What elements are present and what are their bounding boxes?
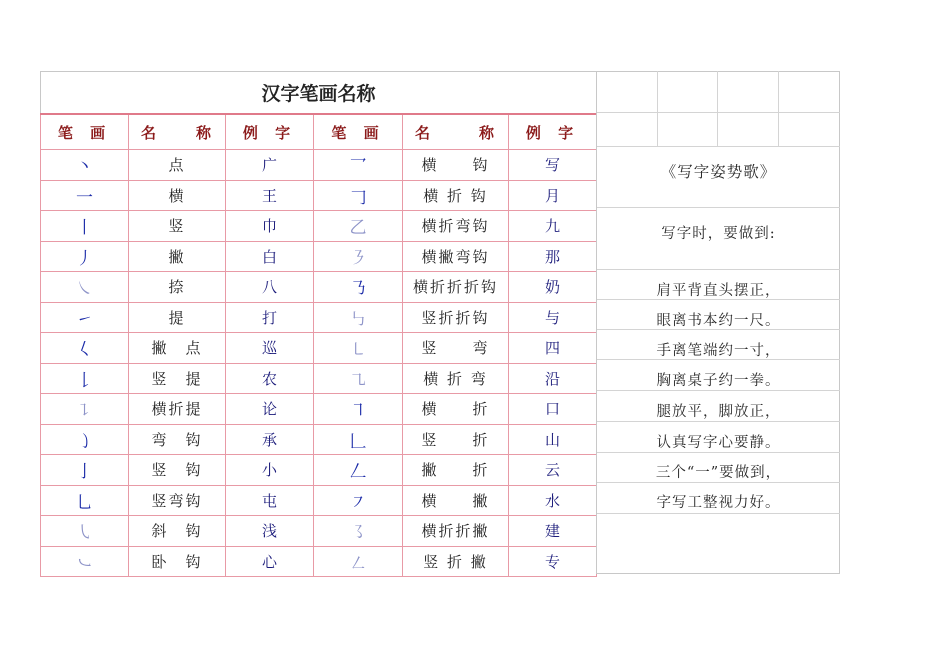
stroke-glyph: ㇃ (41, 546, 129, 577)
poem-line: 胸离桌子约一拳。 (656, 373, 781, 389)
stroke-glyph: 亅 (41, 455, 129, 486)
example-char: 白 (226, 241, 314, 272)
stroke-glyph: ㇏ (41, 272, 129, 303)
example-char: 四 (509, 333, 597, 364)
stroke-glyph: 乛 (314, 150, 403, 181)
example-char: 小 (226, 455, 314, 486)
stroke-glyph: 乚 (41, 485, 129, 516)
table-title: 汉字笔画名称 (41, 72, 597, 115)
stroke-glyph: 一 (41, 180, 129, 211)
table-row (41, 363, 597, 394)
grid-line (717, 71, 718, 146)
stroke-glyph: ㇊ (41, 394, 129, 425)
stroke-name: 撇 点 (129, 333, 226, 364)
table-row (41, 211, 597, 242)
stroke-glyph: 𠃊 (314, 424, 403, 455)
grid-line (657, 71, 658, 146)
grid-line (597, 269, 840, 270)
stroke-sheet (40, 71, 839, 574)
stroke-glyph: ㇉ (314, 302, 403, 333)
example-char: 王 (226, 180, 314, 211)
example-char: 心 (226, 546, 314, 577)
stroke-glyph: 𡿨 (41, 333, 129, 364)
stroke-glyph: 丶 (41, 150, 129, 181)
stroke-name: 竖折折钩 (403, 302, 509, 333)
stroke-name: 竖 折 撇 (403, 546, 509, 577)
header-name-2 (403, 114, 509, 150)
table-row (41, 272, 597, 303)
stroke-name: 捺 (129, 272, 226, 303)
poem-line: 腿放平，脚放正， (656, 404, 781, 420)
example-char: 巾 (226, 211, 314, 242)
poem-line: 肩平背直头摆正， (656, 283, 781, 299)
stroke-glyph: ㇌ (314, 516, 403, 547)
header-name-left: 名 (141, 123, 157, 142)
stroke-name: 撇 折 (403, 455, 509, 486)
stroke-name: 横 撇 (403, 485, 509, 516)
stroke-glyph: ㇕ (314, 394, 403, 425)
header-name (129, 114, 226, 150)
stroke-glyph: ㇡ (314, 272, 403, 303)
example-char: 写 (509, 150, 597, 181)
example-char: 建 (509, 516, 597, 547)
grid-line (597, 421, 840, 422)
table-row (41, 241, 597, 272)
example-char: 沿 (509, 363, 597, 394)
poem-line: 字写工整视力好。 (656, 495, 781, 511)
stroke-name: 竖 弯 (403, 333, 509, 364)
stroke-name: 横 (129, 180, 226, 211)
table-row (41, 485, 597, 516)
header-stroke-2: 笔 画 (314, 114, 403, 150)
grid-line (597, 146, 840, 147)
stroke-glyph: 𠃌 (314, 180, 403, 211)
example-char: 口 (509, 394, 597, 425)
example-char: 农 (226, 363, 314, 394)
stroke-name: 横折折折钩 (403, 272, 509, 303)
example-char: 承 (226, 424, 314, 455)
example-char: 与 (509, 302, 597, 333)
example-char: 九 (509, 211, 597, 242)
stroke-name: 弯 钩 (129, 424, 226, 455)
table-row (41, 516, 597, 547)
header-name-left-2: 名 (415, 123, 431, 142)
header-name-right: 称 (195, 123, 211, 142)
stroke-name: 横 折 (403, 394, 509, 425)
stroke-name: 横 折 弯 (403, 363, 509, 394)
header-example-2: 例 字 (509, 114, 597, 150)
stroke-glyph: ㇁ (41, 424, 129, 455)
example-char: 浅 (226, 516, 314, 547)
stroke-glyph: ㇈ (314, 363, 403, 394)
grid-line (597, 482, 840, 483)
stroke-name: 横折弯钩 (403, 211, 509, 242)
stroke-name: 横撇弯钩 (403, 241, 509, 272)
stroke-name: 竖 折 (403, 424, 509, 455)
stroke-name: 横 钩 (403, 150, 509, 181)
table-row (41, 302, 597, 333)
stroke-glyph: 𠄌 (41, 363, 129, 394)
stroke-glyph: ㇂ (41, 516, 129, 547)
stroke-glyph: ㇇ (314, 485, 403, 516)
example-char: 月 (509, 180, 597, 211)
example-char: 专 (509, 546, 597, 577)
example-char: 云 (509, 455, 597, 486)
poem-line: 三个“一”要做到， (655, 465, 782, 481)
stroke-name: 撇 (129, 241, 226, 272)
stroke-name: 竖 提 (129, 363, 226, 394)
table-row (41, 546, 597, 577)
poem-intro: 写字时，要做到: (661, 226, 776, 242)
example-char: 水 (509, 485, 597, 516)
table-row (41, 455, 597, 486)
poem-panel (596, 71, 840, 574)
example-char: 山 (509, 424, 597, 455)
stroke-names-table (40, 71, 597, 577)
grid-line (597, 390, 840, 391)
stroke-name: 竖弯钩 (129, 485, 226, 516)
grid-line (597, 452, 840, 453)
table-row (41, 150, 597, 181)
table-row (41, 333, 597, 364)
table-row (41, 180, 597, 211)
grid-line (597, 112, 840, 113)
table-row (41, 424, 597, 455)
stroke-glyph: ㇋ (314, 241, 403, 272)
example-char: 打 (226, 302, 314, 333)
example-char: 巡 (226, 333, 314, 364)
stroke-name: 竖 (129, 211, 226, 242)
poem-title: 《写字姿势歌》 (660, 163, 777, 181)
grid-line (597, 513, 840, 514)
stroke-glyph: 丨 (41, 211, 129, 242)
stroke-glyph: ㇄ (314, 333, 403, 364)
example-char: 奶 (509, 272, 597, 303)
example-char: 八 (226, 272, 314, 303)
stroke-name: 提 (129, 302, 226, 333)
poem-line: 认真写字心要静。 (656, 435, 781, 451)
example-char: 广 (226, 150, 314, 181)
stroke-glyph: 乙 (314, 211, 403, 242)
header-example: 例 字 (226, 114, 314, 150)
stroke-glyph: ㇜ (314, 546, 403, 577)
stroke-glyph: ㇀ (41, 302, 129, 333)
stroke-glyph: 𠃋 (314, 455, 403, 486)
stroke-glyph: 丿 (41, 241, 129, 272)
stroke-name: 点 (129, 150, 226, 181)
stroke-name: 卧 钩 (129, 546, 226, 577)
table-row (41, 394, 597, 425)
header-stroke: 笔 画 (41, 114, 129, 150)
stroke-name: 竖 钩 (129, 455, 226, 486)
grid-line (778, 71, 779, 146)
example-char: 屯 (226, 485, 314, 516)
stroke-name: 横折折撇 (403, 516, 509, 547)
stroke-name: 斜 钩 (129, 516, 226, 547)
example-char: 那 (509, 241, 597, 272)
example-char: 论 (226, 394, 314, 425)
grid-line (597, 207, 840, 208)
stroke-name: 横 折 钩 (403, 180, 509, 211)
poem-line: 手离笔端约一寸， (656, 343, 781, 359)
header-name-right-2: 称 (478, 123, 494, 142)
poem-line: 眼离书本约一尺。 (656, 313, 781, 329)
stroke-name: 横折提 (129, 394, 226, 425)
